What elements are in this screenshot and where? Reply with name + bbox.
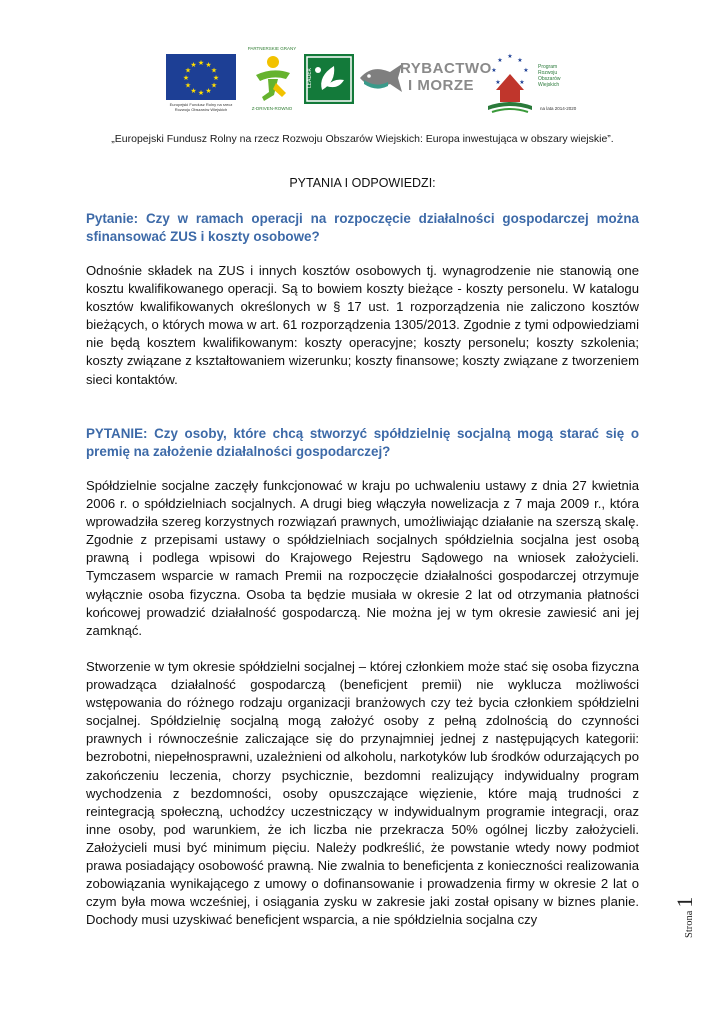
page-heading: PYTANIA I ODPOWIEDZI: xyxy=(289,176,436,190)
svg-text:★: ★ xyxy=(495,79,501,86)
svg-text:★: ★ xyxy=(519,79,525,86)
prow-logo xyxy=(246,46,298,112)
answer-2-paragraph-1: Spółdzielnie socjalne zaczęły funkcjonować w kraju po uchwaleniu ustawy z dnia 27 kwietnia 2006 r. o spółdzielniach socjalnych. A drugi bieg włączyła nowelizacja z 7 maja 2009 r., która wprowadziła szereg korzystnych rozwiązań prawnych, umożliwiając działanie na szerszą skalę. Zgodnie z przepisami ustawy o spółdzielniach socjalnych spółdzielnia socjalna jest osobą prawną i podlega wpisowi do Krajowego Rejestru Sądowego na wniosek założycieli. Tymczasem wsparcie w ramach Premii na rozpoczęcie działalności gospodarczej otrzymuje wyłącznie osoba fizyczna. Osoba ta będzie musiała w okresie 2 lat od otrzymania płatności końcowej prowadzić działalność gospodarczą. Nie można jej w tym okresie zawiesić ani jej zamknąć. xyxy=(86,478,639,638)
eu-caption: Europejski Fundusz Rolny na rzecz Rozwoju Obszarów Wiejskich xyxy=(169,102,233,112)
rybactwo-logo xyxy=(358,54,492,100)
svg-text:★: ★ xyxy=(182,74,190,82)
svg-text:★: ★ xyxy=(517,57,523,64)
program-years: na lata 2014-2020 xyxy=(540,106,577,111)
answer-2-paragraph-2: Stworzenie w tym okresie spółdzielni socjalnej – której członkiem może stać się osoba fizyczna prowadząca działalność gospodarczą (beneficjent premii) nie wyklucza możliwości wstępowania do różnego rodzaju organizacji branżowych czy też bycia członkiem spółdzielni socjalnej. Spółdzielnię socjalną mogą założyć osoby z pełną zdolnością do czynności prawnych i równocześnie zaliczające się do przynajmniej jednej z następujących kategorii: bezrobotni, niepełnosprawni, uzależnieni od alkoholu, narkotyków lub środków odurzających po zakończeniu leczenia, chorzy psychicznie, bezdomni realizujący indywidualny program wychodzenia z bezdomności, osoby opuszczające więzienie, które mają trudności z reintegracją społeczną, uchodźcy uczestniczący w indywidualnym programie integracji, oraz inne osoby, pod warunkiem, że ich liczba nie przekracza 50% ogólnej liczby założycieli. Założycieli musi być minimum pięciu. Należy podkreślić, że powstanie wtedy nowy podmiot prawa posiadający osobowość prawną. Nie zwalnia to beneficjenta z konieczności realizowania zobowiązania wynikającego z umowy o dofinansowanie i prowadzenia firmy w okresie 2 lat o czym była mowa wcześniej, i osiągania zysku w zakresie jaki został opisany w biznes planie. Dochody musi uzyskiwać beneficjent wsparcia, a nie spółdzielnia socjalna czy xyxy=(86,659,639,928)
rybactwo-text: RYBACTWO xyxy=(400,60,492,77)
question-2: PYTANIE: Czy osoby, które chcą stworzyć spółdzielnię socjalną mogą starać się o premię na założenie działalności gospodarczej? xyxy=(86,426,639,459)
svg-text:★: ★ xyxy=(197,89,205,97)
prow-logo-top-text: PARTNERSKIE GRANY xyxy=(247,46,297,51)
svg-text:★: ★ xyxy=(205,87,212,95)
svg-text:★: ★ xyxy=(212,74,220,82)
svg-text:★: ★ xyxy=(184,81,192,90)
page-number-sidebar xyxy=(672,878,697,938)
prow-program-logo xyxy=(482,44,582,116)
page-label: Strona xyxy=(684,910,695,938)
answer-1: Odnośnie składek na ZUS i innych kosztów osobowych tj. wynagrodzenie nie stanowią one kosztu kwalifikowanego operacji. Są to bowiem koszty bieżące - koszty personelu. W katalogu kosztów kwalifikowanych określonych w § 17 ust. 1 rozporządzenia nie zaliczono kosztów bieżących, o których mowa w art. 61 rozporządzenia 1305/2013. Zgodnie z tymi odpowiedziami nie będą kosztem kwalifikowanym: koszty operacyjne; koszty personelu; koszty szkolenia; koszty związane z kształtowaniem wizerunku; koszty finansowe; koszty związane z tworzeniem sieci kontaktów. xyxy=(86,263,639,387)
svg-text:★: ★ xyxy=(497,57,503,64)
svg-text:★: ★ xyxy=(184,66,192,75)
svg-text:★: ★ xyxy=(190,61,197,69)
fish-icon xyxy=(358,58,404,98)
running-figure-icon xyxy=(246,53,298,103)
svg-text:★: ★ xyxy=(491,67,497,74)
question-1: Pytanie: Czy w ramach operacji na rozpoczęcie działalności gospodarczej można sfinansować ZUS i koszty osobowe? xyxy=(86,211,639,244)
svg-text:★: ★ xyxy=(190,87,197,95)
svg-text:★: ★ xyxy=(197,59,205,67)
leader-leaf-icon xyxy=(304,54,354,104)
i-morze-text: I MORZE xyxy=(408,77,474,94)
star-house-icon xyxy=(482,44,538,116)
prow-logo-caption: Z-DRIVEN-ROWNO xyxy=(251,106,293,111)
page-number: 1 xyxy=(672,896,697,908)
svg-text:LEADER: LEADER xyxy=(307,68,313,88)
svg-text:★: ★ xyxy=(523,67,529,74)
svg-text:★: ★ xyxy=(507,53,513,60)
svg-text:★: ★ xyxy=(210,81,218,90)
eu-flag-logo xyxy=(166,54,236,100)
eu-stars-icon xyxy=(166,54,236,100)
slogan: „Europejski Fundusz Rolny na rzecz Rozwoju Obszarów Wiejskich: Europa inwestująca w obszary wiejskie”. xyxy=(111,133,614,145)
svg-text:★: ★ xyxy=(205,61,212,69)
program-text: Program Rozwoju Obszarów Wiejskich xyxy=(538,64,561,88)
logo-strip xyxy=(164,44,584,120)
leader-logo xyxy=(304,54,354,104)
svg-text:★: ★ xyxy=(210,66,218,75)
